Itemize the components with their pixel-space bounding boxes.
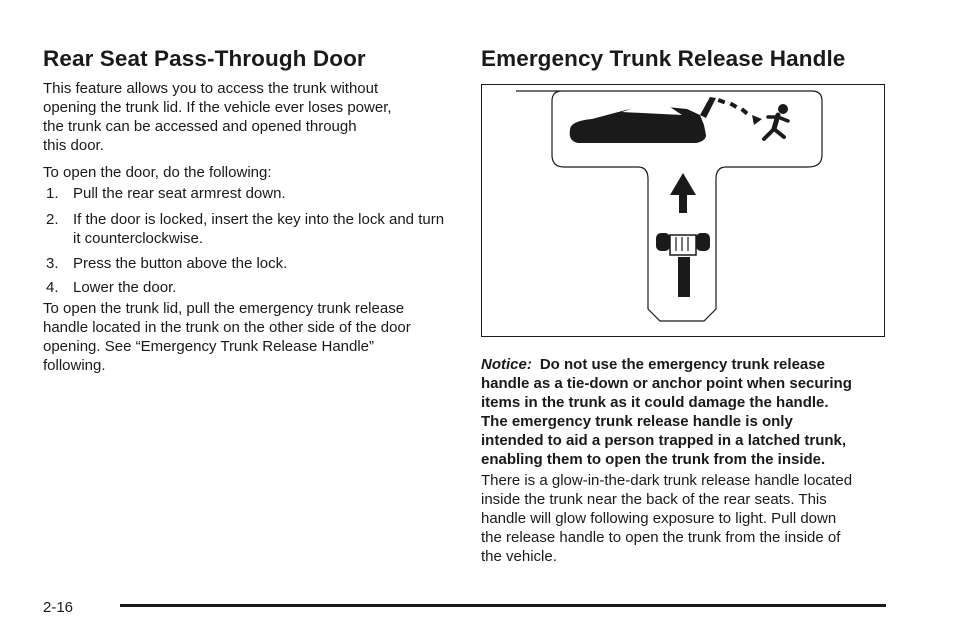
list-item: 2. If the door is locked, insert the key into the lock and turn it counterclockwise.: [46, 211, 445, 247]
list-item: 3. Press the button above the lock.: [46, 255, 288, 272]
section-heading-pass-through-door: Rear Seat Pass-Through Door: [43, 46, 366, 71]
section-heading-emergency-release: Emergency Trunk Release Handle: [481, 46, 846, 71]
list-item: 1. Pull the rear seat armrest down.: [46, 185, 286, 202]
notice-paragraph: Notice: Do not use the emergency trunk release handle as a tie-down or anchor point when securing items in the trunk as it could damage the handle. The emergency trunk release handle is only intended to aid a person trapped in a latched trunk, enabling them to open the trunk from the inside.: [481, 356, 852, 468]
up-arrow-icon: [670, 173, 696, 213]
illustration-svg: [482, 85, 884, 336]
running-person-icon: [764, 104, 788, 139]
steps-intro: To open the door, do the following:: [43, 164, 272, 181]
list-item: 4. Lower the door.: [46, 279, 177, 296]
car-open-trunk-icon: [570, 97, 716, 143]
hand-pulling-handle-icon: [656, 233, 710, 297]
footer-rule: [120, 604, 886, 607]
page-number: 2-16: [43, 599, 74, 616]
emergency-release-illustration: [481, 84, 885, 337]
notice-label: Notice:: [481, 356, 532, 373]
glow-handle-paragraph: There is a glow-in-the-dark trunk release handle located inside the trunk near the back of the rear seats. This handle will glow following exposure to light. Pull down the release handle to open the trunk from the inside of the vehicle.: [481, 472, 853, 565]
motion-arc-icon: [717, 98, 762, 125]
intro-paragraph: This feature allows you to access the trunk without opening the trunk lid. If the vehicle ever loses power, the trunk can be accessed and opened through this door.: [43, 80, 392, 154]
outro-paragraph: To open the trunk lid, pull the emergency trunk release handle located in the trunk on the other side of the door opening. See “Emergency Trunk Release Handle” following.: [43, 300, 411, 374]
